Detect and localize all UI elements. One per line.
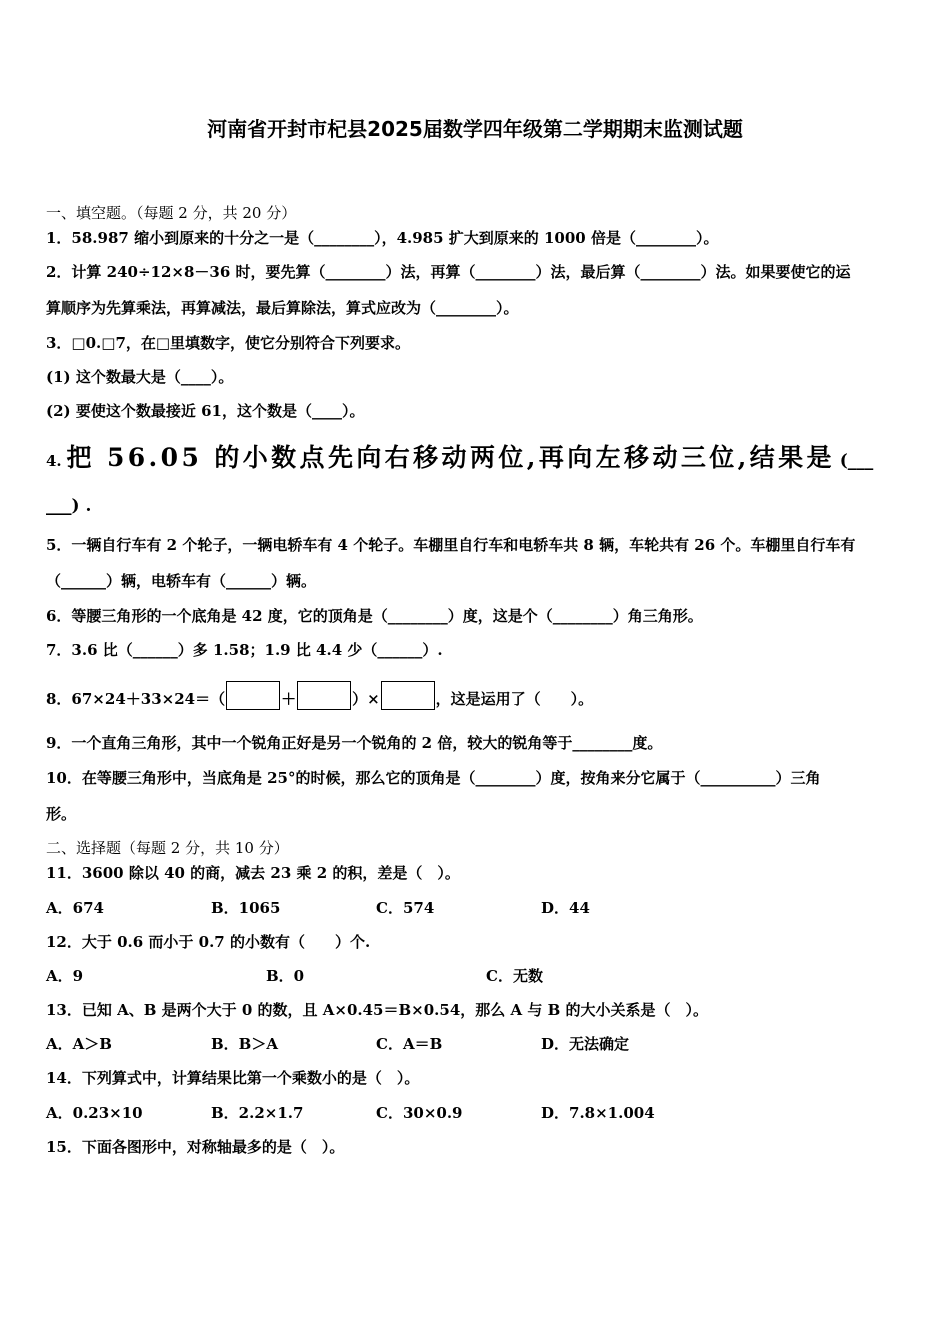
option-12-b[interactable]: B．0 (266, 967, 305, 985)
answer-box-1[interactable] (226, 681, 280, 710)
question-4-number: 4. (46, 452, 62, 470)
question-1: 1．58.987 缩小到原来的十分之一是（________），4.985 扩大到原来的 1000 倍是（________）。 (46, 229, 719, 247)
question-2-line-2: 算顺序为先算乘法，再算减法，最后算除法，算式应改为（________）。 (46, 299, 519, 317)
question-8 (46, 681, 593, 714)
question-13: 13．已知 A、B 是两个大于 0 的数，且 A×0.45＝B×0.54，那么 A 与 B 的大小关系是（ ）。 (46, 1001, 708, 1019)
question-10-line-2: 形。 (46, 805, 77, 823)
page-title: 河南省开封市杞县2025届数学四年级第二学期期末监测试题 (207, 117, 743, 141)
option-13-c[interactable]: C．A＝B (376, 1035, 443, 1053)
section-1-heading: 一、填空题。（每题 2 分，共 20 分） (46, 204, 297, 222)
option-13-b[interactable]: B．B＞A (211, 1035, 278, 1053)
option-14-b[interactable]: B．2.2×1.7 (211, 1104, 304, 1122)
question-12: 12．大于 0.6 而小于 0.7 的小数有（ ）个. (46, 933, 371, 951)
question-5-line-2: （______）辆，电轿车有（______）辆。 (46, 572, 317, 590)
question-4-text: 把 56.05 的小数点先向右移动两位,再向左移动三位,结果是 (66, 443, 835, 472)
option-13-a[interactable]: A．A＞B (46, 1035, 112, 1053)
question-14: 14．下列算式中，计算结果比第一个乘数小的是（ ）。 (46, 1069, 420, 1087)
question-4-line-2: ___) . (46, 496, 92, 516)
option-11-c[interactable]: C．574 (376, 899, 435, 917)
question-2-line-1: 2．计算 240÷12×8－36 时，要先算（________）法，再算（________）法，最后算（________）法。如果要使它的运 (46, 263, 851, 281)
question-15: 15．下面各图形中，对称轴最多的是（ ）。 (46, 1138, 345, 1156)
option-11-a[interactable]: A．674 (46, 899, 104, 917)
question-7: 7．3.6 比（______）多 1.58；1.9 比 4.4 少（______）. (46, 641, 443, 659)
option-14-d[interactable]: D．7.8×1.004 (541, 1104, 655, 1122)
question-4-blank-start: (___ (839, 451, 874, 471)
answer-box-3[interactable] (381, 681, 435, 710)
times-sign: ）× (352, 690, 380, 708)
plus-sign: ＋ (281, 690, 297, 708)
option-11-d[interactable]: D．44 (541, 899, 590, 917)
answer-box-2[interactable] (297, 681, 351, 710)
question-5-line-1: 5．一辆自行车有 2 个轮子，一辆电轿车有 4 个轮子。车棚里自行车和电轿车共 8 辆，车轮共有 26 个。车棚里自行车有 (46, 536, 856, 554)
question-10-line-1: 10．在等腰三角形中，当底角是 25°的时候，那么它的顶角是（________）度，按角来分它属于（__________）三角 (46, 769, 821, 787)
question-3-part-1: (1) 这个数最大是（____）。 (46, 368, 234, 386)
question-9: 9．一个直角三角形，其中一个锐角正好是另一个锐角的 2 倍，较大的锐角等于________度。 (46, 734, 663, 752)
option-11-b[interactable]: B．1065 (211, 899, 281, 917)
question-8-suffix: ，这是运用了（ ）。 (435, 690, 594, 708)
question-8-prefix: 8．67×24＋33×24＝（ (46, 690, 226, 708)
option-14-a[interactable]: A．0.23×10 (46, 1104, 143, 1122)
option-12-c[interactable]: C．无数 (486, 967, 543, 985)
question-4-line-1 (46, 441, 873, 478)
question-11: 11．3600 除以 40 的商，减去 23 乘 2 的积，差是（ ）。 (46, 864, 460, 882)
question-6: 6．等腰三角形的一个底角是 42 度，它的顶角是（________）度，这是个（________）角三角形。 (46, 607, 703, 625)
option-13-d[interactable]: D．无法确定 (541, 1035, 630, 1053)
section-2-heading: 二、选择题（每题 2 分，共 10 分） (46, 839, 289, 857)
option-12-a[interactable]: A．9 (46, 967, 84, 985)
question-3: 3．□0.□7，在□里填数字，使它分别符合下列要求。 (46, 334, 411, 352)
question-3-part-2: (2) 要使这个数最接近 61，这个数是（____）。 (46, 402, 365, 420)
option-14-c[interactable]: C．30×0.9 (376, 1104, 463, 1122)
